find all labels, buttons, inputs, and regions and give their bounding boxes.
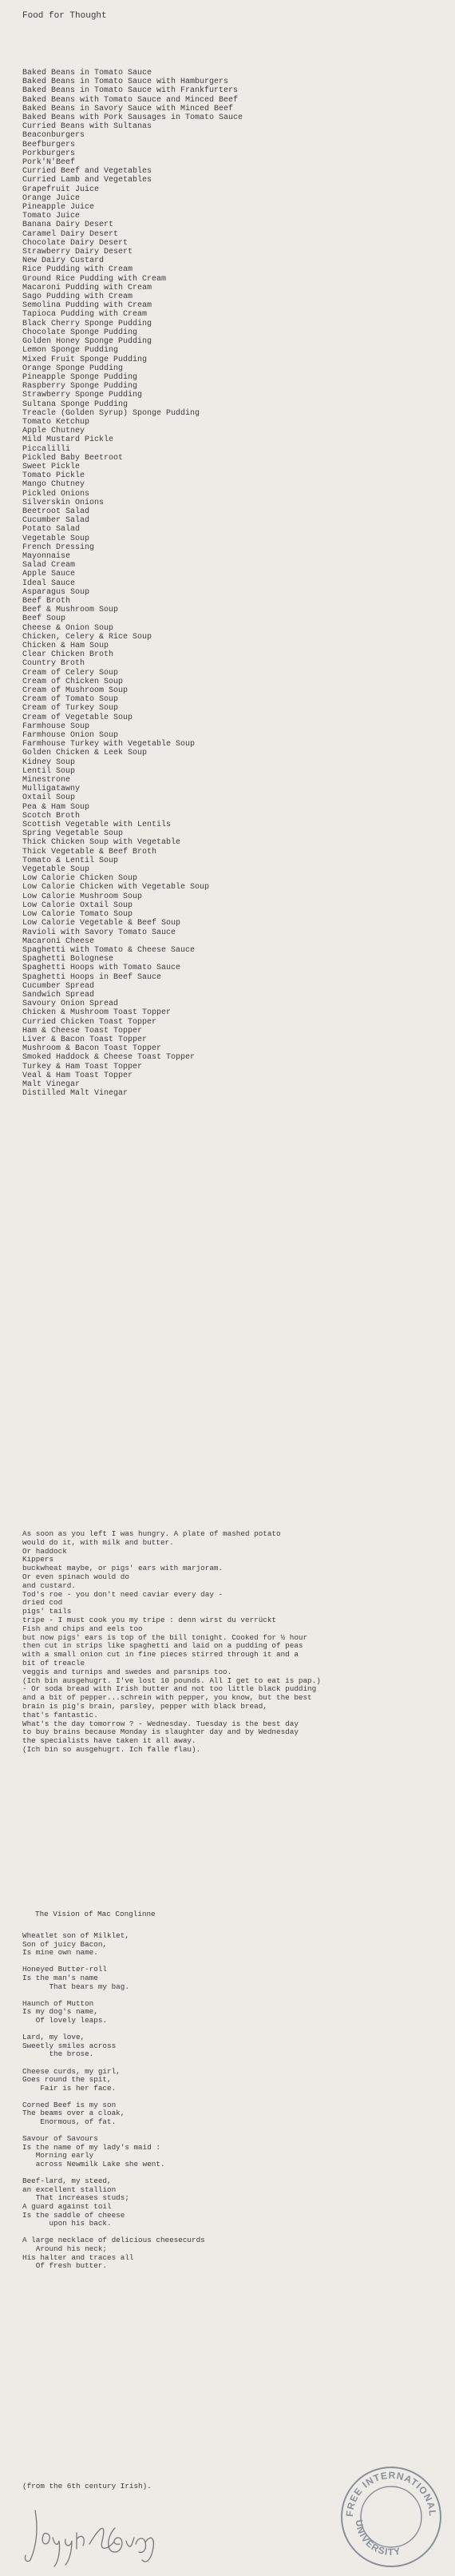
svg-text:FREE INTERNATIONAL: [344, 2470, 438, 2517]
poem-title: The Vision of Mac Conglinne: [35, 1910, 156, 1918]
food-list-item: Farmhouse Turkey with Vegetable Soup: [22, 740, 196, 749]
poem-line: upon his back.: [22, 2219, 112, 2228]
food-list-item: Golden Chicken & Leek Soup: [22, 749, 148, 758]
food-list-item: Tomato Ketchup: [22, 417, 90, 427]
food-list-item: Cream of Tomato Soup: [22, 695, 119, 705]
food-list-item: Baked Beans in Tomato Sauce with Frankfurters: [22, 86, 239, 96]
food-list-item: Ham & Cheese Toast Topper: [22, 1026, 143, 1036]
stamp-bottom-text: UNIVERSITY: [353, 2518, 402, 2558]
food-list-item: Cream of Turkey Soup: [22, 704, 119, 714]
food-list-item: Sweet Pickle: [22, 462, 81, 471]
food-list-item: Chicken, Celery & Rice Soup: [22, 632, 152, 642]
food-list-item: Caramel Dairy Desert: [22, 229, 119, 239]
poem-line: Son of juicy Bacon,: [22, 1939, 108, 1949]
poem-line: Is the saddle of cheese: [22, 2210, 125, 2220]
prose-line: would do it, with milk and butter.: [22, 1537, 174, 1547]
prose-line: the specialists have taken it all away.: [22, 1736, 196, 1746]
poem-line: Corned Beef is my son: [22, 2100, 117, 2109]
food-list-item: Baked Beans with Tomato Sauce and Minced Beef: [22, 95, 239, 105]
prose-text: [22, 1530, 321, 1755]
food-list-item: Beefburgers: [22, 140, 76, 149]
food-list-item: Tomato & Lentil Soup: [22, 856, 119, 865]
food-list-item: Sago Pudding with Cream: [22, 292, 133, 302]
poem-line: Around his neck;: [22, 2244, 108, 2253]
food-list-item: Tomato Pickle: [22, 471, 85, 481]
prose-line: and a bit of pepper...schrein with pepper, you know, but the best: [22, 1693, 312, 1703]
food-list-item: Mulligatawny: [22, 785, 81, 794]
food-list-item: Savoury Onion Spread: [22, 1000, 119, 1009]
poem-line: Beef-lard, my steed,: [22, 2176, 112, 2186]
food-list-item: Apple Chutney: [22, 427, 85, 436]
food-list-item: Baked Beans in Savory Sauce with Minced Beef: [22, 104, 234, 113]
food-list-item: Kidney Soup: [22, 757, 76, 767]
prose-line: that's fantastic.: [22, 1710, 98, 1719]
food-list-item: Cream of Vegetable Soup: [22, 713, 133, 722]
svg-text:UNIVERSITY: [354, 2519, 402, 2558]
food-list-item: Apple Sauce: [22, 570, 76, 579]
food-list-item: Treacle (Golden Syrup) Sponge Pudding: [22, 408, 200, 418]
food-list-item: Spaghetti Hoops in Beef Sauce: [22, 972, 162, 982]
prose-line: bit of treacle: [22, 1658, 85, 1668]
poem-line: Haunch of Mutton: [22, 1998, 94, 2008]
food-list-item: Low Calorie Tomato Soup: [22, 910, 133, 920]
food-list-item: Curried Beef and Vegetables: [22, 167, 152, 177]
food-list-item: Chocolate Dairy Desert: [22, 238, 129, 248]
food-list-item: Liver & Bacon Toast Topper: [22, 1035, 148, 1044]
poem-stanza: [22, 2135, 205, 2169]
food-list-item: Sandwich Spread: [22, 990, 95, 1000]
prose-line: Kippers: [22, 1555, 54, 1564]
food-list-item: Mild Mustard Pickle: [22, 435, 114, 445]
food-list-item: Chocolate Sponge Pudding: [22, 328, 138, 337]
prose-line: brain is pig's brain, parsley, pepper with black bread,: [22, 1701, 267, 1711]
food-list-item: Turkey & Ham Toast Topper: [22, 1062, 143, 1071]
food-list-item: Potato Salad: [22, 525, 81, 535]
food-list-item: Scotch Broth: [22, 811, 81, 821]
food-list-item: Spaghetti Hoops with Tomato Sauce: [22, 964, 181, 973]
food-list-item: Smoked Haddock & Cheese Toast Topper: [22, 1053, 196, 1063]
prose-line: Fish and chips and eels too: [22, 1624, 143, 1633]
food-list-item: Strawberry Sponge Pudding: [22, 391, 143, 400]
prose-line: buckwheat maybe, or pigs' ears with marjoram.: [22, 1564, 224, 1573]
poem-line: Of fresh butter.: [22, 2261, 108, 2271]
food-list-item: French Dressing: [22, 543, 95, 552]
poem-line: Wheatlet son of Milklet,: [22, 1931, 129, 1940]
food-list-item: Ground Rice Pudding with Cream: [22, 274, 167, 284]
food-list-item: Semolina Pudding with Cream: [22, 301, 152, 311]
food-list-item: Country Broth: [22, 659, 85, 669]
poem-line: across Newmilk Lake she went.: [22, 2160, 165, 2169]
prose-line: veggis and turnips and swedes and parsnips too.: [22, 1667, 232, 1676]
food-list-item: Sultana Sponge Pudding: [22, 400, 129, 409]
prose-line: What's the day tomorrow ? - Wednesday. Tuesday is the best day: [22, 1719, 299, 1728]
food-list-item: Tomato Juice: [22, 212, 81, 221]
prose-line: Or even spinach would do: [22, 1572, 129, 1581]
food-list-item: Low Calorie Chicken Soup: [22, 874, 138, 884]
poem-stanza: [22, 1966, 205, 1991]
food-list-item: Macaroni Cheese: [22, 936, 95, 946]
food-list-item: Mayonnaise: [22, 551, 71, 561]
prose-line: with a small onion cut in fine pieces stirred through it and a: [22, 1650, 299, 1660]
food-list-item: Lentil Soup: [22, 766, 76, 776]
prose-line: (Ich bin so ausgehugrt. Ich falle flau).: [22, 1744, 201, 1754]
poem-body: [22, 1932, 205, 2279]
prose-line: tripe - I must cook you my tripe : denn wirst du verrückt: [22, 1615, 277, 1624]
food-list-item: Cucumber Salad: [22, 516, 90, 526]
food-list-item: Mushroom & Bacon Toast Topper: [22, 1044, 162, 1054]
prose-line: pigs' tails: [22, 1607, 72, 1616]
food-list-item: Minestrone: [22, 776, 71, 785]
food-list-item: New Dairy Custard: [22, 256, 105, 266]
food-list-item: Pickled Onions: [22, 489, 90, 499]
food-list-item: Raspberry Sponge Pudding: [22, 382, 138, 392]
poem-line: Goes round the spit,: [22, 2075, 112, 2085]
food-list-item: Grapefruit Juice: [22, 185, 100, 194]
prose-line: dried cod: [22, 1598, 63, 1608]
food-list-item: Scottish Vegetable with Lentils: [22, 821, 172, 830]
poem-line: His halter and traces all: [22, 2252, 134, 2262]
food-list-item: Tapioca Pudding with Cream: [22, 310, 148, 320]
food-list-item: Orange Sponge Pudding: [22, 364, 124, 373]
prose-line: Tod's roe - you don't need caviar every day -: [22, 1589, 224, 1599]
prose-line: (Ich bin ausgehugrt. I've lost 10 pounds. All I get to eat is pap.): [22, 1676, 321, 1685]
food-list-item: Lemon Sponge Pudding: [22, 346, 119, 356]
food-list-item: Curried Beans with Sultanas: [22, 122, 152, 132]
food-list-item: Cream of Mushroom Soup: [22, 686, 129, 696]
food-list-item: Vegetable Soup: [22, 534, 90, 543]
food-list-item: Macaroni Pudding with Cream: [22, 283, 152, 292]
poem-line: Honeyed Butter-roll: [22, 1965, 108, 1974]
poem-line: Lard, my love,: [22, 2033, 85, 2042]
food-list-item: Curried Chicken Toast Topper: [22, 1017, 157, 1027]
poem-line: Cheese curds, my girl,: [22, 2066, 121, 2076]
food-list-item: Farmhouse Onion Soup: [22, 731, 119, 741]
poem-stanza: [22, 2068, 205, 2093]
food-list-item: Mixed Fruit Sponge Pudding: [22, 355, 148, 364]
food-list-item: Pea & Ham Soup: [22, 802, 90, 812]
food-list-item: Salad Cream: [22, 561, 76, 570]
food-list-item: Beef Soup: [22, 614, 66, 624]
poem-line: Savour of Savours: [22, 2134, 98, 2144]
prose-line: and custard.: [22, 1580, 76, 1590]
food-list-item: Beaconburgers: [22, 131, 85, 141]
food-list-item: Beef & Mushroom Soup: [22, 606, 119, 615]
food-list-item: Low Calorie Mushroom Soup: [22, 892, 143, 901]
poem-stanza: [22, 2101, 205, 2127]
food-list-item: Banana Dairy Desert: [22, 221, 114, 230]
poem-line: Enormous, of fat.: [22, 2117, 117, 2127]
prose-line: but now pigs' ears is top of the bill tonight. Cooked for ½ hour: [22, 1632, 308, 1642]
food-list-item: Porkburgers: [22, 149, 76, 158]
food-list-item: Low Calorie Chicken with Vegetable Soup: [22, 883, 210, 892]
prose-line: As soon as you left I was hungry. A plate of mashed potato: [22, 1529, 281, 1538]
food-list-item: Ravioli with Savory Tomato Sauce: [22, 928, 176, 937]
food-list-item: Asparagus Soup: [22, 587, 90, 597]
food-list-item: Chicken & Ham Soup: [22, 642, 109, 650]
page-title: Food for Thought: [22, 11, 107, 21]
food-list-item: Chicken & Mushroom Toast Topper: [22, 1008, 172, 1018]
food-list-item: Orange Juice: [22, 193, 81, 203]
food-list-item: Cheese & Onion Soup: [22, 623, 114, 633]
food-list-item: Pineapple Sponge Pudding: [22, 372, 138, 382]
food-list-item: Beef Broth: [22, 596, 71, 606]
food-list-item: Oxtail Soup: [22, 793, 76, 803]
food-list-item: Rice Pudding with Cream: [22, 265, 133, 275]
poem-line: A large necklace of delicious cheesecurds: [22, 2236, 205, 2245]
food-list-item: Thick Vegetable & Beef Broth: [22, 847, 157, 857]
food-list-item: Farmhouse Soup: [22, 722, 90, 731]
poem-stanza: [22, 2236, 205, 2270]
stamp-top-text: FREE INTERNATIONAL: [343, 2469, 439, 2518]
food-list-item: Vegetable Soup: [22, 865, 90, 875]
food-list-item: Mango Chutney: [22, 480, 85, 490]
poem-line: That increases studs;: [22, 2193, 129, 2203]
food-list-item: Low Calorie Vegetable & Beef Soup: [22, 919, 181, 928]
food-list-item: Spaghetti with Tomato & Cheese Sauce: [22, 945, 196, 955]
food-list-item: Cream of Chicken Soup: [22, 677, 124, 686]
food-list-item: Cucumber Spread: [22, 981, 95, 991]
food-list-item: Curried Lamb and Vegetables: [22, 176, 152, 185]
food-list-item: Thick Chicken Soup with Vegetable: [22, 838, 181, 848]
food-list-item: Low Calorie Oxtail Soup: [22, 900, 133, 910]
food-list-item: Piccalilli: [22, 444, 71, 454]
poem-line: A guard against toil: [22, 2202, 112, 2211]
prose-line: to buy brains because Monday is slaughter day and by Wednesday: [22, 1727, 299, 1737]
poem-line: Fair is her face.: [22, 2083, 117, 2093]
food-list-item: Distilled Malt Vinegar: [22, 1089, 129, 1099]
food-list-item: Baked Beans with Pork Sausages in Tomato Sauce: [22, 113, 243, 123]
food-list-item: Pineapple Juice: [22, 203, 95, 213]
poem-source: (from the 6th century Irish).: [22, 2482, 152, 2491]
food-list-item: Silverskin Onions: [22, 498, 105, 507]
prose-line: Or haddock: [22, 1546, 67, 1556]
poem-line: the brose.: [22, 2049, 94, 2059]
university-stamp: [335, 2461, 447, 2573]
food-list-item: Strawberry Dairy Desert: [22, 248, 133, 257]
food-list-item: Baked Beans in Tomato Sauce with Hamburgers: [22, 78, 229, 87]
poem-stanza: [22, 1932, 205, 1958]
poem-line: Is mine own name.: [22, 1948, 98, 1958]
poem-line: an excellent stallion: [22, 2184, 117, 2194]
food-list-item: Pickled Baby Beetroot: [22, 453, 124, 463]
poem-line: Of lovely leaps.: [22, 2015, 108, 2025]
poem-stanza: [22, 2000, 205, 2025]
food-list-item: Ideal Sauce: [22, 578, 76, 588]
poem-line: That bears my bag.: [22, 1982, 129, 1991]
food-list-item: Spaghetti Bolognese: [22, 955, 114, 964]
poem-line: The beams over a cloak,: [22, 2109, 125, 2118]
poem-line: Sweetly smiles across: [22, 2041, 117, 2050]
poem-line: Morning early: [22, 2151, 94, 2161]
food-list: [22, 69, 243, 1098]
food-list-item: Clear Chicken Broth: [22, 650, 114, 660]
food-list-item: Spring Vegetable Soup: [22, 829, 124, 839]
prose-line: then cut in strips like spaghetti and laid on a pudding of peas: [22, 1641, 303, 1651]
poem-stanza: [22, 2033, 205, 2059]
food-list-item: Black Cherry Sponge Pudding: [22, 319, 152, 328]
signature-image: [19, 2496, 187, 2568]
poem-line: Is my dog's name,: [22, 2007, 98, 2017]
poem-line: Is the man's name: [22, 1973, 98, 1982]
poem-line: Is the name of my lady's maid :: [22, 2142, 160, 2152]
food-list-item: Beetroot Salad: [22, 507, 90, 516]
food-list-item: Golden Honey Sponge Pudding: [22, 337, 152, 347]
food-list-item: Baked Beans in Tomato Sauce: [22, 69, 152, 78]
food-list-item: Cream of Celery Soup: [22, 668, 119, 678]
poem-stanza: [22, 2177, 205, 2228]
food-list-item: Malt Vinegar: [22, 1079, 81, 1089]
food-list-item: Pork'N'Beef: [22, 158, 76, 168]
food-list-item: Veal & Ham Toast Topper: [22, 1071, 133, 1080]
prose-line: - Or soda bread with Irish butter and not too little black pudding: [22, 1684, 317, 1694]
